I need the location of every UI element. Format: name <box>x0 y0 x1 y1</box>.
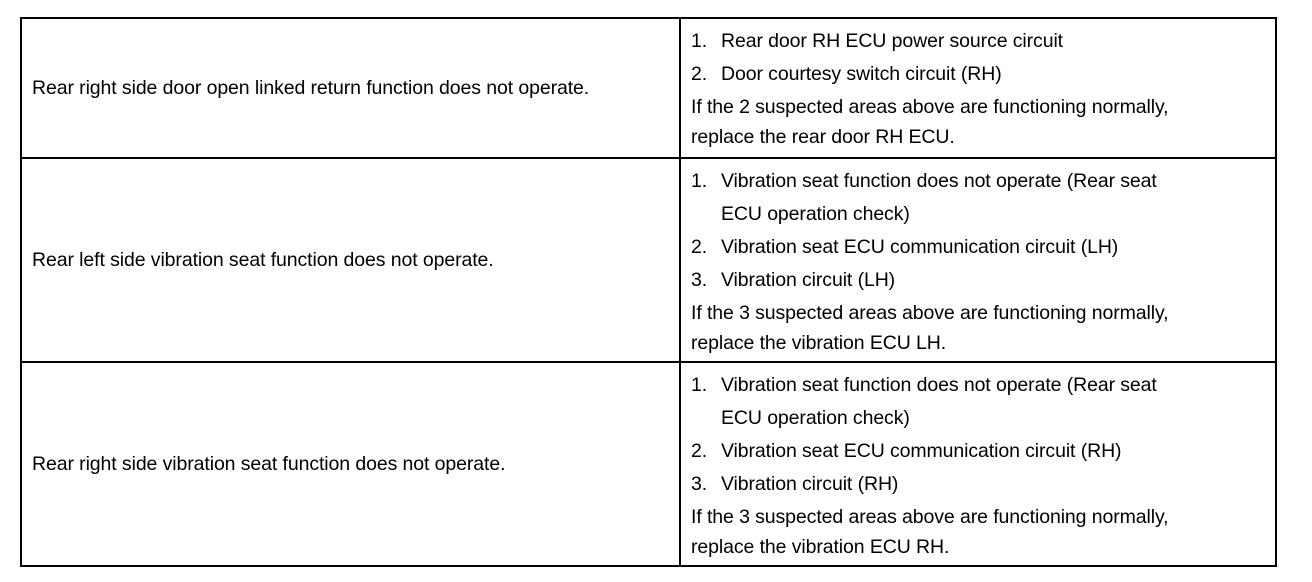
suspected-areas-cell <box>681 159 1275 361</box>
note-line: If the 2 suspected areas above are functioning normally, <box>691 96 1169 118</box>
suspected-area-item <box>691 369 1265 435</box>
item-text: Door courtesy switch circuit (RH) <box>721 63 1002 85</box>
item-text-line: ECU operation check) <box>721 407 910 429</box>
item-text: Vibration seat ECU communication circuit (LH) <box>721 236 1119 258</box>
item-text: Vibration circuit (LH) <box>721 269 896 291</box>
suspected-area-item <box>691 468 1265 501</box>
item-number: 1. <box>691 30 708 52</box>
item-text-line: ECU operation check) <box>721 203 910 225</box>
note-line: If the 3 suspected areas above are functioning normally, <box>691 302 1169 324</box>
suspected-area-item <box>691 25 1265 58</box>
symptom-cell <box>22 19 681 157</box>
replacement-note <box>691 502 1265 562</box>
suspected-areas-cell <box>681 363 1275 565</box>
item-text: Vibration circuit (RH) <box>721 473 899 495</box>
item-number: 1. <box>691 374 708 396</box>
suspected-area-item <box>691 435 1265 468</box>
suspected-area-item <box>691 58 1265 91</box>
item-text <box>721 165 1265 231</box>
item-number: 3. <box>691 269 708 291</box>
table-row <box>22 19 1275 157</box>
symptom-text: Rear right side door open linked return function does not operate. <box>32 76 590 99</box>
item-number: 2. <box>691 440 708 462</box>
item-text <box>721 369 1265 435</box>
suspected-area-item <box>691 264 1265 297</box>
note-line: replace the vibration ECU RH. <box>691 536 950 558</box>
symptom-text: Rear right side vibration seat function does not operate. <box>32 452 506 475</box>
item-text: Rear door RH ECU power source circuit <box>721 30 1063 52</box>
table-row <box>22 157 1275 361</box>
symptom-text: Rear left side vibration seat function does not operate. <box>32 248 494 271</box>
item-text-line: Vibration seat function does not operate (Rear seat <box>721 374 1157 396</box>
table-row <box>22 361 1275 565</box>
suspected-area-item <box>691 231 1265 264</box>
symptom-cell <box>22 363 681 565</box>
item-number: 3. <box>691 473 708 495</box>
replacement-note <box>691 298 1265 358</box>
replacement-note <box>691 92 1265 152</box>
suspected-areas-cell <box>681 19 1275 157</box>
item-number: 2. <box>691 63 708 85</box>
suspected-area-item <box>691 165 1265 231</box>
diagnosis-table <box>20 17 1277 567</box>
item-text-line: Vibration seat function does not operate (Rear seat <box>721 170 1157 192</box>
symptom-cell <box>22 159 681 361</box>
item-number: 1. <box>691 170 708 192</box>
item-text: Vibration seat ECU communication circuit (RH) <box>721 440 1122 462</box>
note-line: If the 3 suspected areas above are functioning normally, <box>691 506 1169 528</box>
note-line: replace the rear door RH ECU. <box>691 126 955 148</box>
note-line: replace the vibration ECU LH. <box>691 332 947 354</box>
item-number: 2. <box>691 236 708 258</box>
